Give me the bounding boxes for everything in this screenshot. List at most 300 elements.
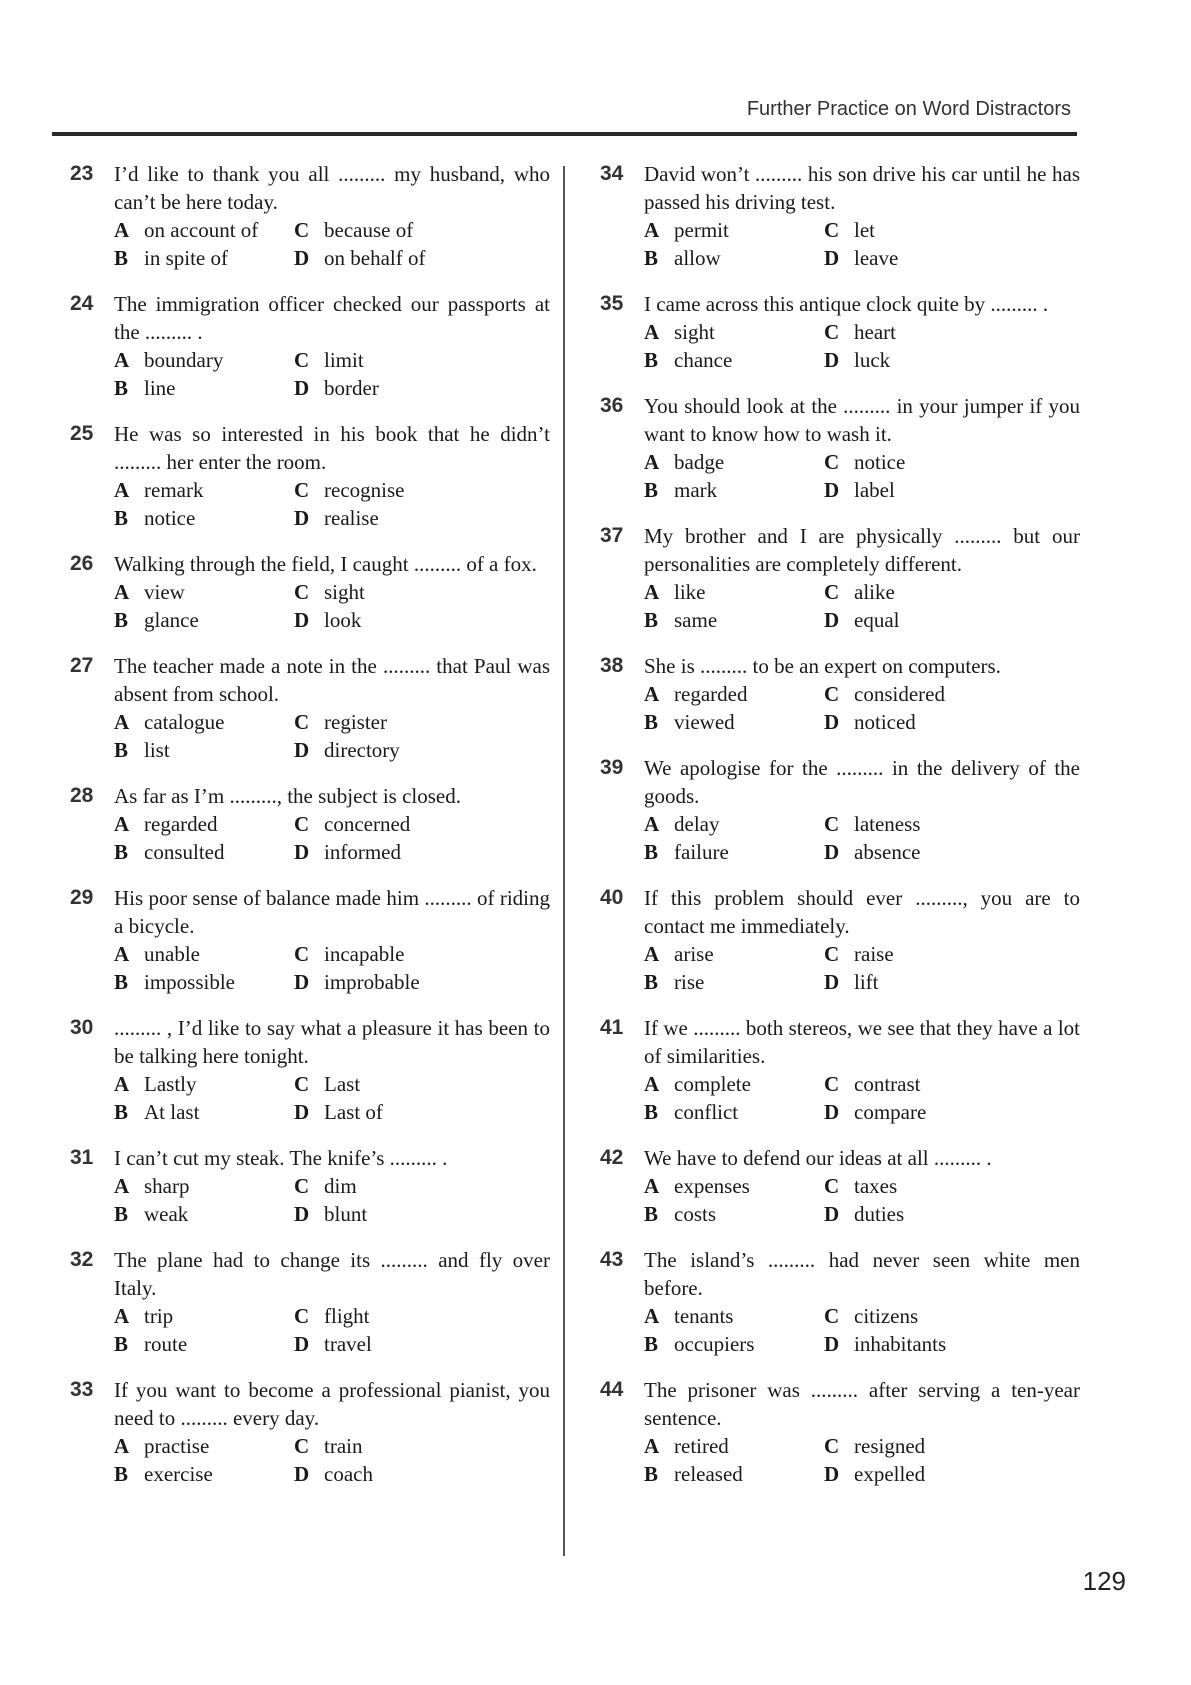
option-letter: D	[824, 348, 840, 372]
option-text: compare	[854, 1100, 927, 1124]
option-letter: A	[114, 348, 130, 372]
answer-options	[644, 680, 1080, 736]
option-letter: D	[824, 246, 840, 270]
option-letter: B	[644, 348, 659, 372]
option-text: regarded	[674, 682, 748, 706]
option-c	[294, 578, 550, 606]
option-text: sharp	[144, 1174, 190, 1198]
option-d	[294, 1460, 550, 1488]
answer-options	[644, 1432, 1080, 1488]
question-text: ......... , I’d like to say what a pleasure it has been to be talking here tonight.	[114, 1016, 550, 1068]
option-a	[644, 216, 824, 244]
question-number: 28	[70, 784, 94, 807]
option-letter: B	[644, 710, 659, 734]
option-text: coach	[324, 1462, 373, 1486]
option-a	[114, 578, 294, 606]
option-letter: B	[644, 1462, 659, 1486]
option-letter: B	[114, 376, 129, 400]
question-text: Walking through the field, I caught ......... of a fox.	[114, 552, 537, 576]
option-d	[294, 1098, 550, 1126]
option-d	[824, 346, 1080, 374]
answer-options	[114, 1302, 550, 1358]
option-letter: A	[114, 580, 130, 604]
option-b	[644, 476, 824, 504]
question-text: She is ......... to be an expert on computers.	[644, 654, 1001, 678]
option-c	[824, 810, 1080, 838]
option-text: released	[674, 1462, 743, 1486]
option-letter: B	[114, 1202, 129, 1226]
question-text: The plane had to change its ......... and fly over Italy.	[114, 1248, 550, 1300]
question-39	[600, 754, 1080, 866]
option-letter: A	[644, 580, 660, 604]
option-text: arise	[674, 942, 714, 966]
option-letter: D	[294, 506, 310, 530]
question-text: You should look at the ......... in your jumper if you want to know how to wash it.	[644, 394, 1080, 446]
option-text: badge	[674, 450, 725, 474]
option-a	[644, 1070, 824, 1098]
option-a	[114, 1070, 294, 1098]
option-letter: C	[294, 580, 310, 604]
option-b	[644, 708, 824, 736]
question-text: His poor sense of balance made him ......... of riding a bicycle.	[114, 886, 550, 938]
answer-options	[114, 578, 550, 634]
option-text: duties	[854, 1202, 905, 1226]
option-letter: D	[294, 376, 310, 400]
option-text: improbable	[324, 970, 420, 994]
question-41	[600, 1014, 1080, 1126]
question-number: 40	[600, 886, 624, 909]
option-text: list	[144, 738, 170, 762]
question-number: 35	[600, 292, 624, 315]
option-letter: C	[824, 942, 840, 966]
option-letter: A	[644, 218, 660, 242]
option-text: delay	[674, 812, 720, 836]
option-text: Lastly	[144, 1072, 197, 1096]
question-text: As far as I’m ........., the subject is closed.	[114, 784, 462, 808]
option-text: rise	[674, 970, 705, 994]
question-text: David won’t ......... his son drive his car until he has passed his driving test.	[644, 162, 1080, 214]
option-c	[294, 346, 550, 374]
question-number: 39	[600, 756, 624, 779]
question-number: 27	[70, 654, 94, 677]
question-text: If this problem should ever ........., you are to contact me immediately.	[644, 886, 1080, 938]
question-text: I can’t cut my steak. The knife’s ......... .	[114, 1146, 448, 1170]
option-text: trip	[144, 1304, 174, 1328]
question-number: 41	[600, 1016, 624, 1039]
option-letter: C	[824, 1174, 840, 1198]
option-letter: D	[824, 1202, 840, 1226]
option-b	[644, 346, 824, 374]
option-b	[114, 1200, 294, 1228]
question-text: I came across this antique clock quite by ......... .	[644, 292, 1049, 316]
option-text: like	[674, 580, 706, 604]
option-letter: C	[294, 710, 310, 734]
option-a	[114, 216, 294, 244]
option-b	[644, 838, 824, 866]
option-text: Last of	[324, 1100, 383, 1124]
option-letter: B	[114, 738, 129, 762]
option-text: on account of	[144, 218, 259, 242]
option-c	[824, 680, 1080, 708]
option-c	[294, 1172, 550, 1200]
option-letter: B	[114, 1100, 129, 1124]
option-letter: A	[114, 710, 130, 734]
option-b	[114, 374, 294, 402]
option-text: notice	[144, 506, 196, 530]
option-text: limit	[324, 348, 364, 372]
option-d	[824, 708, 1080, 736]
option-c	[294, 1070, 550, 1098]
question-27	[70, 652, 550, 764]
option-text: leave	[854, 246, 899, 270]
question-text: I’d like to thank you all ......... my husband, who can’t be here today.	[114, 162, 550, 214]
option-a	[644, 680, 824, 708]
option-letter: A	[114, 1304, 130, 1328]
option-text: equal	[854, 608, 900, 632]
option-letter: B	[114, 246, 129, 270]
option-d	[824, 968, 1080, 996]
option-text: lateness	[854, 812, 921, 836]
question-text: The immigration officer checked our passports at the ......... .	[114, 292, 550, 344]
option-letter: C	[294, 1434, 310, 1458]
option-text: route	[144, 1332, 188, 1356]
option-a	[114, 1302, 294, 1330]
option-letter: C	[824, 320, 840, 344]
question-number: 37	[600, 524, 624, 547]
option-letter: D	[294, 840, 310, 864]
question-37	[600, 522, 1080, 634]
question-number: 44	[600, 1378, 624, 1401]
option-b	[114, 838, 294, 866]
question-text: If we ......... both stereos, we see that they have a lot of similarities.	[644, 1016, 1080, 1068]
question-35	[600, 290, 1080, 374]
answer-options	[644, 578, 1080, 634]
option-text: absence	[854, 840, 921, 864]
question-number: 34	[600, 162, 624, 185]
option-letter: C	[824, 450, 840, 474]
option-text: contrast	[854, 1072, 921, 1096]
option-text: complete	[674, 1072, 751, 1096]
option-b	[644, 1460, 824, 1488]
option-b	[114, 1098, 294, 1126]
option-d	[294, 968, 550, 996]
option-b	[644, 1330, 824, 1358]
option-b	[114, 606, 294, 634]
option-letter: C	[294, 1174, 310, 1198]
answer-options	[114, 1172, 550, 1228]
option-letter: D	[294, 970, 310, 994]
option-a	[644, 1172, 824, 1200]
page-number: 129	[1082, 1566, 1126, 1596]
question-38	[600, 652, 1080, 736]
answer-options	[644, 810, 1080, 866]
option-a	[114, 708, 294, 736]
question-number: 33	[70, 1378, 94, 1401]
option-letter: A	[644, 682, 660, 706]
option-letter: C	[294, 478, 310, 502]
answer-options	[114, 708, 550, 764]
question-number: 30	[70, 1016, 94, 1039]
option-b	[114, 968, 294, 996]
question-30	[70, 1014, 550, 1126]
question-44	[600, 1376, 1080, 1488]
option-letter: A	[644, 320, 660, 344]
option-letter: B	[644, 608, 659, 632]
option-letter: D	[824, 1462, 840, 1486]
question-29	[70, 884, 550, 996]
option-text: At last	[144, 1100, 200, 1124]
option-c	[294, 1432, 550, 1460]
option-text: chance	[674, 348, 733, 372]
question-number: 42	[600, 1146, 624, 1169]
question-number: 38	[600, 654, 624, 677]
option-text: citizens	[854, 1304, 919, 1328]
option-text: boundary	[144, 348, 224, 372]
answer-options	[114, 476, 550, 532]
question-text: The teacher made a note in the ......... that Paul was absent from school.	[114, 654, 550, 706]
option-b	[644, 968, 824, 996]
option-text: realise	[324, 506, 379, 530]
option-text: failure	[674, 840, 729, 864]
option-d	[294, 1330, 550, 1358]
option-letter: A	[644, 1304, 660, 1328]
option-text: Last	[324, 1072, 361, 1096]
option-a	[644, 940, 824, 968]
option-a	[644, 1432, 824, 1460]
option-letter: A	[644, 812, 660, 836]
option-text: considered	[854, 682, 945, 706]
option-d	[824, 1200, 1080, 1228]
question-43	[600, 1246, 1080, 1358]
option-text: glance	[144, 608, 199, 632]
option-letter: A	[644, 1434, 660, 1458]
answer-options	[114, 346, 550, 402]
option-text: look	[324, 608, 362, 632]
question-28	[70, 782, 550, 866]
question-text: We apologise for the ......... in the delivery of the goods.	[644, 756, 1080, 808]
option-c	[824, 318, 1080, 346]
option-a	[114, 476, 294, 504]
option-text: catalogue	[144, 710, 225, 734]
option-a	[644, 448, 824, 476]
option-letter: D	[824, 970, 840, 994]
option-letter: D	[294, 246, 310, 270]
option-c	[824, 578, 1080, 606]
question-text: My brother and I are physically ......... but our personalities are completely different.	[644, 524, 1080, 576]
question-number: 25	[70, 422, 94, 445]
option-text: impossible	[144, 970, 236, 994]
option-letter: C	[294, 1304, 310, 1328]
option-letter: B	[644, 246, 659, 270]
option-text: allow	[674, 246, 721, 270]
option-letter: B	[644, 478, 659, 502]
option-b	[114, 736, 294, 764]
option-letter: C	[824, 1072, 840, 1096]
option-text: viewed	[674, 710, 735, 734]
option-d	[824, 1098, 1080, 1126]
option-letter: B	[114, 1332, 129, 1356]
option-text: same	[674, 608, 718, 632]
question-36	[600, 392, 1080, 504]
option-text: sight	[674, 320, 715, 344]
answer-options	[114, 940, 550, 996]
option-letter: D	[294, 608, 310, 632]
option-letter: A	[114, 1434, 130, 1458]
option-text: expelled	[854, 1462, 926, 1486]
option-text: luck	[854, 348, 891, 372]
option-letter: C	[824, 1304, 840, 1328]
option-b	[644, 244, 824, 272]
option-c	[294, 216, 550, 244]
option-letter: D	[294, 1100, 310, 1124]
option-c	[294, 810, 550, 838]
option-a	[114, 940, 294, 968]
option-text: remark	[144, 478, 204, 502]
question-26	[70, 550, 550, 634]
option-letter: B	[114, 970, 129, 994]
option-c	[824, 1302, 1080, 1330]
option-letter: C	[294, 1072, 310, 1096]
option-d	[824, 244, 1080, 272]
option-c	[294, 476, 550, 504]
option-letter: A	[114, 1072, 130, 1096]
option-letter: A	[114, 478, 130, 502]
option-letter: B	[644, 1100, 659, 1124]
option-text: because of	[324, 218, 414, 242]
option-letter: B	[114, 1462, 129, 1486]
option-text: costs	[674, 1202, 716, 1226]
answer-options	[644, 216, 1080, 272]
option-text: practise	[144, 1434, 210, 1458]
option-letter: C	[824, 580, 840, 604]
option-letter: D	[824, 1332, 840, 1356]
option-text: taxes	[854, 1174, 898, 1198]
option-d	[294, 374, 550, 402]
option-text: sight	[324, 580, 365, 604]
option-text: dim	[324, 1174, 357, 1198]
option-c	[824, 1070, 1080, 1098]
question-number: 31	[70, 1146, 94, 1169]
question-number: 32	[70, 1248, 94, 1271]
option-text: resigned	[854, 1434, 926, 1458]
option-letter: C	[824, 812, 840, 836]
question-24	[70, 290, 550, 402]
question-text: If you want to become a professional pianist, you need to ......... every day.	[114, 1378, 550, 1430]
header-rule	[52, 132, 1077, 136]
option-text: conflict	[674, 1100, 739, 1124]
option-text: in spite of	[144, 246, 228, 270]
answer-options	[644, 448, 1080, 504]
option-text: recognise	[324, 478, 405, 502]
option-b	[644, 1098, 824, 1126]
option-text: blunt	[324, 1202, 368, 1226]
option-b	[644, 1200, 824, 1228]
question-25	[70, 420, 550, 532]
option-c	[824, 1432, 1080, 1460]
option-letter: D	[824, 840, 840, 864]
answer-options	[644, 1070, 1080, 1126]
option-d	[294, 606, 550, 634]
answer-options	[644, 318, 1080, 374]
option-letter: B	[644, 1332, 659, 1356]
answer-options	[114, 810, 550, 866]
option-letter: D	[824, 710, 840, 734]
question-text: We have to defend our ideas at all ......... .	[644, 1146, 992, 1170]
option-letter: A	[114, 942, 130, 966]
option-text: occupiers	[674, 1332, 755, 1356]
option-text: weak	[144, 1202, 189, 1226]
option-letter: D	[824, 1100, 840, 1124]
option-letter: B	[644, 1202, 659, 1226]
option-text: concerned	[324, 812, 411, 836]
option-b	[114, 1460, 294, 1488]
question-number: 23	[70, 162, 94, 185]
option-d	[294, 504, 550, 532]
option-text: mark	[674, 478, 718, 502]
option-c	[294, 940, 550, 968]
option-d	[824, 606, 1080, 634]
option-text: expenses	[674, 1174, 750, 1198]
option-letter: C	[294, 942, 310, 966]
question-number: 29	[70, 886, 94, 909]
option-text: view	[144, 580, 185, 604]
option-text: line	[144, 376, 176, 400]
option-text: directory	[324, 738, 400, 762]
question-number: 36	[600, 394, 624, 417]
option-text: on behalf of	[324, 246, 426, 270]
option-a	[644, 578, 824, 606]
option-b	[114, 1330, 294, 1358]
option-text: train	[324, 1434, 363, 1458]
option-letter: C	[294, 812, 310, 836]
option-text: retired	[674, 1434, 729, 1458]
option-letter: B	[114, 506, 129, 530]
option-text: regarded	[144, 812, 218, 836]
question-31	[70, 1144, 550, 1228]
option-c	[824, 216, 1080, 244]
option-letter: B	[644, 970, 659, 994]
option-letter: D	[294, 1332, 310, 1356]
option-text: label	[854, 478, 895, 502]
option-d	[824, 1460, 1080, 1488]
option-a	[644, 318, 824, 346]
option-a	[114, 346, 294, 374]
option-c	[294, 1302, 550, 1330]
option-letter: B	[114, 608, 129, 632]
option-text: noticed	[854, 710, 916, 734]
question-text: He was so interested in his book that he didn’t ......... her enter the room.	[114, 422, 550, 474]
option-a	[114, 810, 294, 838]
answer-options	[644, 1172, 1080, 1228]
question-33	[70, 1376, 550, 1488]
option-c	[824, 1172, 1080, 1200]
option-letter: A	[644, 942, 660, 966]
option-text: informed	[324, 840, 401, 864]
option-text: incapable	[324, 942, 405, 966]
question-number: 26	[70, 552, 94, 575]
option-letter: B	[114, 840, 129, 864]
option-c	[824, 448, 1080, 476]
option-letter: D	[294, 1202, 310, 1226]
option-c	[824, 940, 1080, 968]
option-text: travel	[324, 1332, 372, 1356]
column-divider	[563, 166, 565, 1556]
option-text: inhabitants	[854, 1332, 947, 1356]
option-text: tenants	[674, 1304, 734, 1328]
option-d	[294, 244, 550, 272]
option-text: notice	[854, 450, 906, 474]
option-text: permit	[674, 218, 729, 242]
